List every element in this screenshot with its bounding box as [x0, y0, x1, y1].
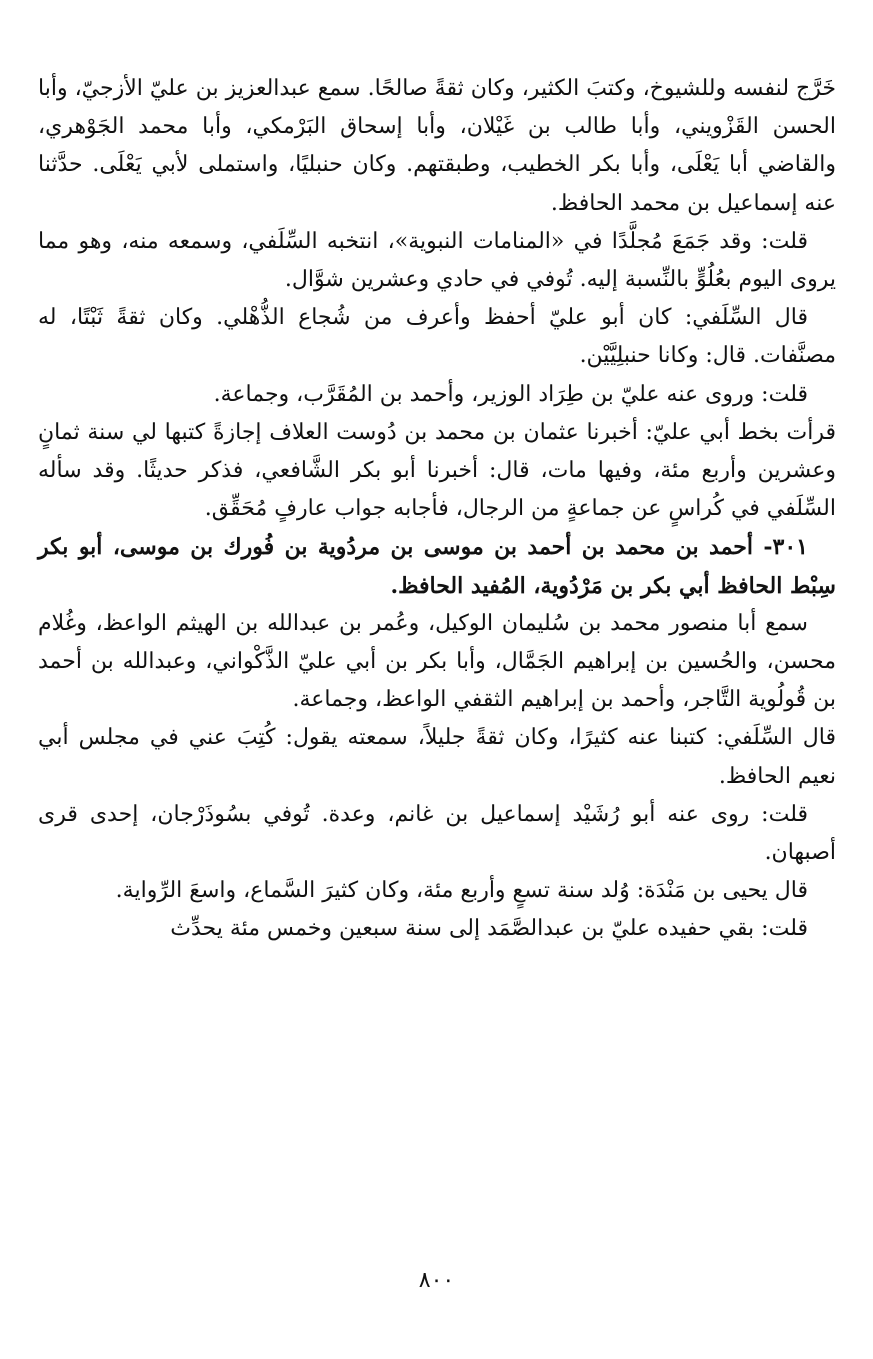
paragraph: خَرَّج لنفسه وللشيوخ، وكتبَ الكثير، وكان ثقةً صالحًا. سمع عبدالعزيز بن عليّ الأزجيّ، وأبا الحسن القَزْويني، وأبا طالب بن غَيْلان، وأبا إسحاق البَرْمكي، وأبا محمد الجَوْهري، والقاضي أبا يَعْلَى، وأبا بكر الخطيب، وطبقتهم. وكان حنبليًا، واستملى لأبي يَعْلَى. حدَّثنا عنه إسماعيل بن محمد الحافظ. — [38, 76, 836, 216]
paragraph: قال يحيى بن مَنْدَة: وُلد سنة تسعٍ وأربع مئة، وكان كثيرَ السَّماع، واسعَ الرِّواية. — [115, 878, 808, 904]
paragraph: قال السِّلَفي: كتبنا عنه كثيرًا، وكان ثقةً جليلاً، سمعته يقول: كُتِبَ عني في مجلس أبي نعيم الحافظ. — [38, 725, 836, 789]
entry-heading: ٣٠١- أحمد بن محمد بن أحمد بن موسى بن مردُوية بن فُورك بن موسى، أبو بكر سِبْط الحافظ أبي بكر بن مَرْدُوية، المُفيد الحافظ. — [38, 534, 836, 599]
paragraph: قال السِّلَفي: كان أبو عليّ أحفظ وأعرف من شُجاع الذُّهْلي. وكان ثقةً ثَبْتًا، له مصنَّفات. قال: وكانا حنبلِيَّيْن. — [38, 305, 836, 369]
paragraph: قلت: روى عنه أبو رُشَيْد إسماعيل بن غانم، وعدة. تُوفي بسُوذَرْجان، إحدى قرى أصبهان. — [38, 801, 836, 866]
paragraph: قلت: بقي حفيده عليّ بن عبدالصَّمَد إلى سنة سبعين وخمس مئة يحدِّث — [170, 916, 808, 942]
page-body — [38, 70, 836, 949]
paragraph: قلت: وقد جَمَعَ مُجلَّدًا في «المنامات النبوية»، انتخبه السِّلَفي، وسمعه منه، وهو مما يروى اليوم بعُلُوٍّ بالنِّسبة إليه. تُوفي في حادي وعشرين شوَّال. — [38, 228, 836, 293]
paragraph: قرأت بخط أبي عليّ: أخبرنا عثمان بن محمد بن دُوست العلاف إجازةً كتبها لي سنة ثمانٍ وعشرين وأربع مئة، وفيها مات، قال: أخبرنا أبو بكر الشَّافعي، فذكر حديثًا. وقد سأله السِّلَفي في كُراسٍ عن جماعةٍ من الرجال، فأجابه جواب عارفٍ مُحَقِّق. — [38, 419, 836, 522]
paragraph: قلت: وروى عنه عليّ بن طِرَاد الوزير، وأحمد بن المُقَرَّب، وجماعة. — [213, 381, 808, 407]
page-number: ٨٠٠ — [418, 1268, 455, 1293]
paragraph: سمع أبا منصور محمد بن سُليمان الوكيل، وعُمر بن عبدالله بن الهيثم الواعظ، وغُلام محسن، والحُسين بن إبراهيم الجَمَّال، وأبا بكر بن أبي عليّ الذَّكْواني، وعبدالله بن أحمد بن قُولُوية التَّاجر، وأحمد بن إبراهيم الثقفي الواعظ، وجماعة. — [38, 610, 836, 713]
